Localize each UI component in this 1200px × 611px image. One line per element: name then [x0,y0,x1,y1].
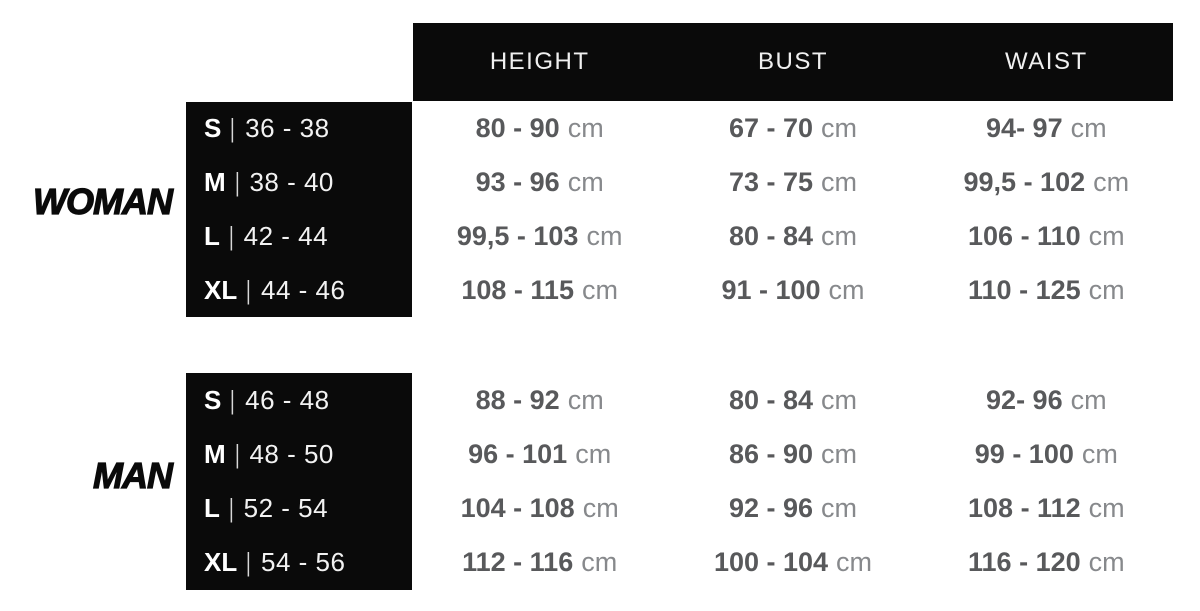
column-header-bust: BUST [757,48,828,75]
measurement-cell-man-l-waist [920,482,1173,536]
measurement-unit: cm [581,547,618,578]
measurement-unit: cm [1081,438,1118,469]
measurement-range: 116 - 120 [968,547,1081,578]
measurement-unit: cm [582,493,619,524]
measurement-range: 92- 96 [986,384,1063,415]
measurement-cell-woman-l-height [413,210,666,264]
size-item-man-s [186,373,412,427]
measurement-cell-man-xl-height [413,536,666,590]
size-separator: | [234,167,240,198]
size-range: 38 - 40 [249,167,334,198]
measurement-range: 99,5 - 102 [963,167,1086,198]
size-separator: | [234,438,240,469]
size-range: 54 - 56 [261,547,346,578]
measurement-cell-man-m-height [413,427,666,481]
measurement-cell-woman-xl-waist [920,263,1173,317]
size-letter: XL [204,547,238,578]
size-letter: M [204,438,226,469]
measurement-range: 96 - 101 [468,438,568,469]
measurement-unit: cm [567,167,604,198]
measurement-cell-man-s-bust [666,373,919,427]
size-item-man-m [186,427,412,481]
measurement-range: 93 - 96 [475,167,560,198]
size-letter: L [204,493,220,524]
size-item-woman-xl [186,263,412,317]
measurement-range: 73 - 75 [728,167,814,198]
size-list-woman [186,102,412,317]
size-letter: S [204,384,222,415]
measurement-cell-man-l-height [413,482,666,536]
measurements-woman [413,102,1173,317]
measurement-range: 100 - 104 [713,547,829,578]
measurement-range: 112 - 116 [462,547,574,578]
measurement-unit: cm [1088,220,1125,251]
measurement-range: 67 - 70 [728,113,814,144]
measurement-unit: cm [821,384,858,415]
measurement-range: 91 - 100 [721,274,821,305]
size-list-man [186,373,412,590]
measurement-cell-woman-s-bust [666,102,919,156]
section-label-woman: WOMAN [33,181,172,222]
measurement-cell-woman-l-waist [920,210,1173,264]
table-header [413,23,1173,101]
measurement-range: 106 - 110 [968,220,1081,251]
size-separator: | [246,274,251,305]
measurement-cell-woman-m-waist [920,156,1173,210]
measurement-cell-man-m-waist [920,427,1173,481]
measurement-unit: cm [821,438,858,469]
measurement-cell-man-l-bust [666,482,919,536]
size-item-woman-m [186,156,412,210]
section-label-man: MAN [93,455,172,496]
measurement-unit: cm [1088,493,1125,524]
column-header-height: HEIGHT [489,48,590,75]
measurement-range: 108 - 112 [968,493,1081,524]
measurement-cell-man-s-height [413,373,666,427]
size-item-man-xl [186,536,412,590]
size-range: 46 - 48 [245,384,330,415]
size-item-man-l [186,482,412,536]
measurement-unit: cm [586,220,623,251]
measurement-unit: cm [836,547,873,578]
size-letter: S [204,113,222,144]
measurement-cell-man-xl-waist [920,536,1173,590]
measurement-range: 99,5 - 103 [456,220,579,251]
measurement-range: 92 - 96 [728,493,814,524]
measurement-cell-woman-m-bust [666,156,919,210]
measurement-range: 110 - 125 [968,274,1081,305]
measurement-unit: cm [575,438,612,469]
size-range: 52 - 54 [243,493,329,524]
measurement-unit: cm [828,274,865,305]
measurement-unit: cm [1070,113,1107,144]
measurement-unit: cm [581,274,618,305]
measurement-range: 94- 97 [986,113,1063,144]
size-separator: | [230,384,236,415]
measurement-cell-woman-xl-height [413,263,666,317]
measurement-range: 88 - 92 [475,384,560,415]
size-separator: | [246,547,251,578]
measurement-range: 80 - 84 [728,384,814,415]
measurement-range: 80 - 90 [475,113,560,144]
size-separator: | [228,220,234,251]
measurement-unit: cm [567,384,604,415]
measurement-range: 104 - 108 [460,493,575,524]
size-item-woman-s [186,102,412,156]
size-range: 44 - 46 [261,274,346,305]
measurement-cell-woman-m-height [413,156,666,210]
column-header-waist: WAIST [1005,48,1088,75]
measurement-cell-woman-s-waist [920,102,1173,156]
measurement-cell-man-m-bust [666,427,919,481]
measurement-range: 99 - 100 [974,438,1074,469]
measurements-man [413,373,1173,590]
size-range: 36 - 38 [245,113,330,144]
size-letter: M [204,167,226,198]
size-letter: L [204,220,220,251]
measurement-cell-woman-s-height [413,102,666,156]
measurement-range: 80 - 84 [728,220,814,251]
measurement-unit: cm [567,113,604,144]
measurement-unit: cm [821,220,858,251]
measurement-cell-man-s-waist [920,373,1173,427]
measurement-unit: cm [821,113,858,144]
measurement-range: 108 - 115 [461,274,574,305]
measurement-unit: cm [821,493,858,524]
size-separator: | [230,113,236,144]
measurement-range: 86 - 90 [728,438,814,469]
measurement-cell-man-xl-bust [666,536,919,590]
measurement-unit: cm [1070,384,1107,415]
measurement-unit: cm [821,167,858,198]
size-range: 42 - 44 [243,220,329,251]
size-range: 48 - 50 [249,438,334,469]
size-item-woman-l [186,210,412,264]
size-separator: | [228,493,234,524]
measurement-unit: cm [1093,167,1130,198]
measurement-cell-woman-xl-bust [666,263,919,317]
size-letter: XL [204,274,238,305]
measurement-cell-woman-l-bust [666,210,919,264]
measurement-unit: cm [1088,274,1125,305]
measurement-unit: cm [1088,547,1125,578]
